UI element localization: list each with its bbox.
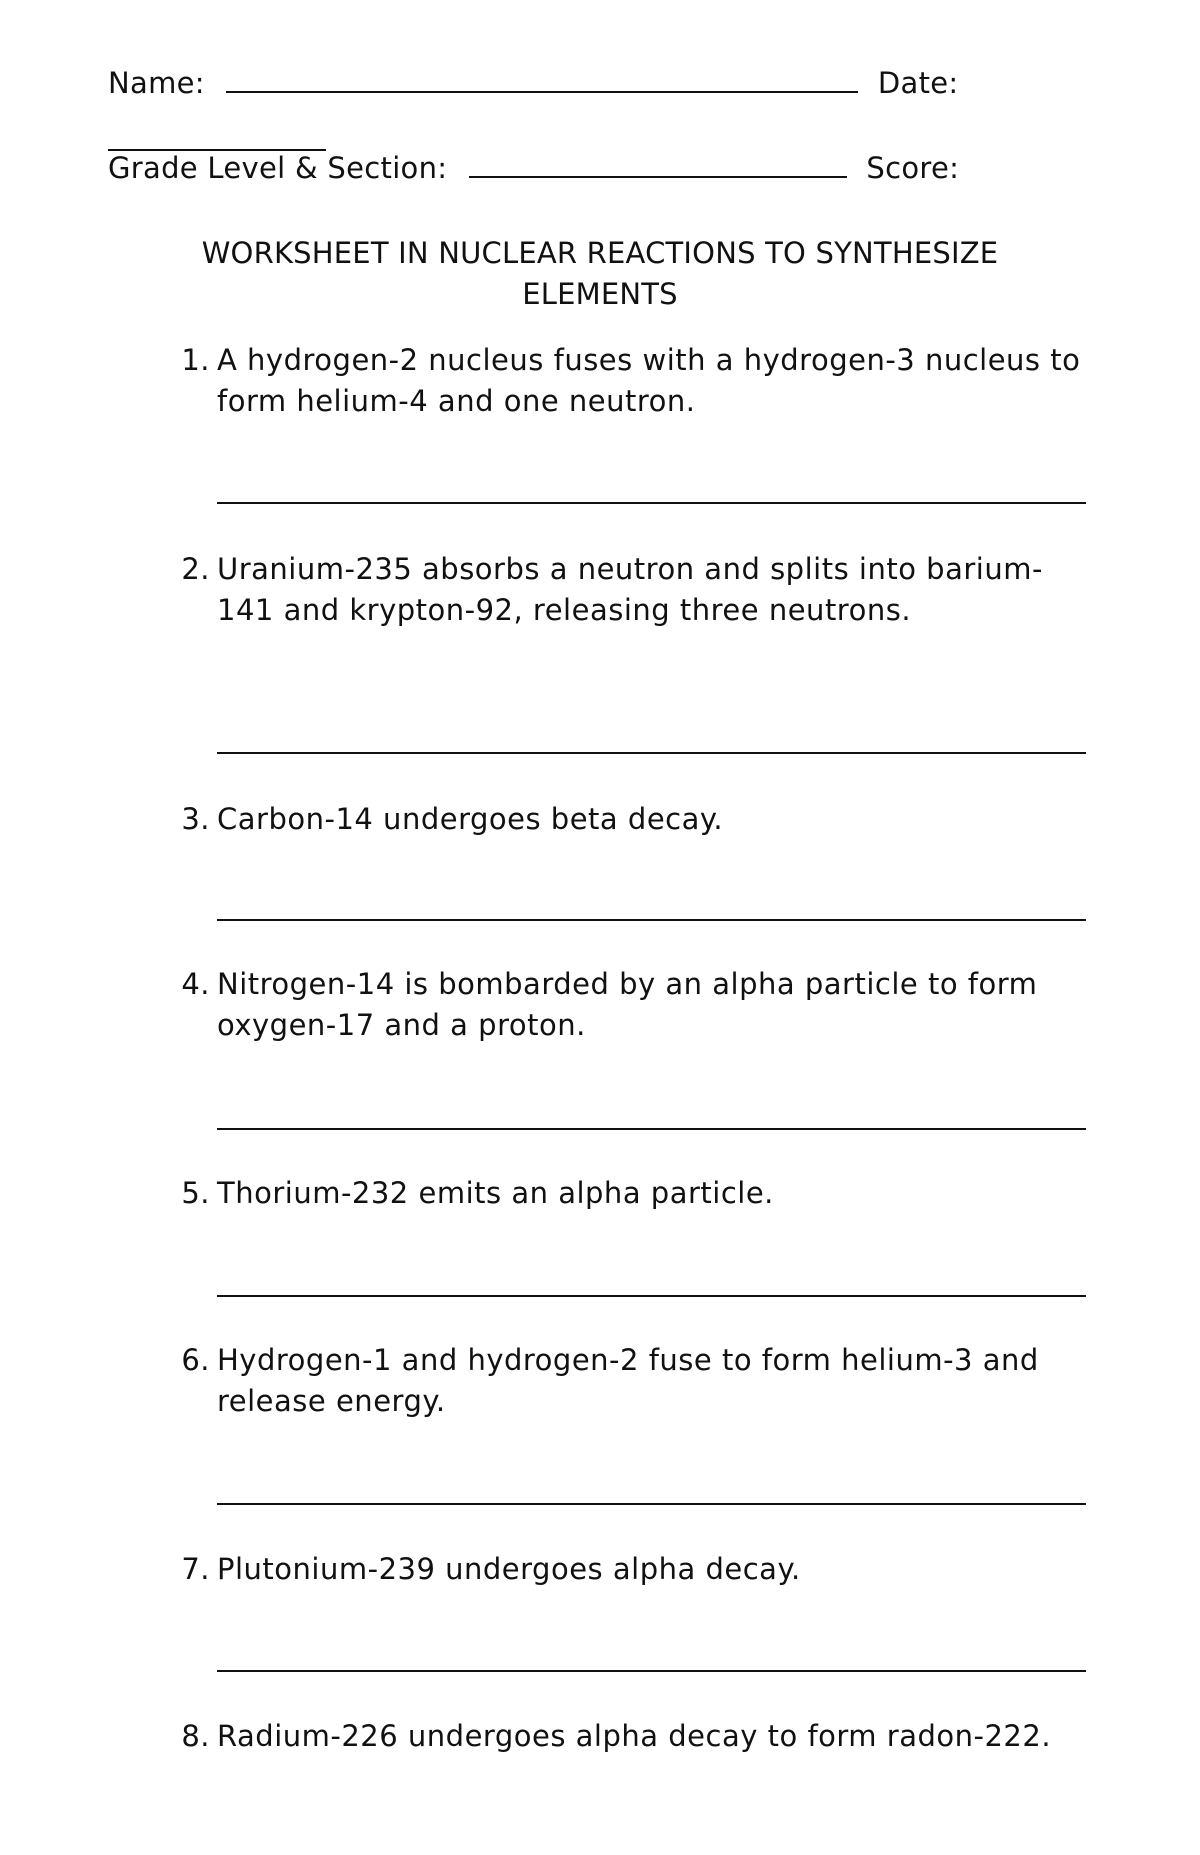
answer-line-5[interactable] [217,1295,1086,1297]
answer-line-3[interactable] [217,919,1086,921]
name-date-row [108,66,1108,100]
question-number: 1. [181,343,210,377]
answer-line-2[interactable] [217,752,1086,754]
worksheet-title: WORKSHEET IN NUCLEAR REACTIONS TO SYNTHESIZE ELEMENTS [201,236,999,311]
question-number: 8. [181,1719,210,1753]
grade-score-row [108,151,1108,185]
answer-line-7[interactable] [217,1670,1086,1672]
date-label: Date: [877,66,959,100]
question-text: Hydrogen-1 and hydrogen-2 fuse to form helium-3 and release energy. [217,1343,1039,1418]
grade-section-label: Grade Level & Section: [108,151,448,185]
question-number: 5. [181,1176,210,1210]
question-number: 6. [181,1343,210,1377]
question-number: 2. [181,552,210,586]
answer-line-6[interactable] [217,1503,1086,1505]
question-text: Thorium-232 emits an alpha particle. [217,1176,774,1210]
question-text: Plutonium-239 undergoes alpha decay. [217,1552,801,1586]
question-number: 4. [181,967,210,1001]
name-blank [226,90,858,93]
question-text: Radium-226 undergoes alpha decay to form radon-222. [217,1719,1052,1753]
name-label: Name: [108,66,205,100]
answer-line-4[interactable] [217,1128,1086,1130]
question-number: 7. [181,1552,210,1586]
question-text: Carbon-14 undergoes beta decay. [217,802,724,836]
score-label: Score: [866,151,960,185]
question-text: Nitrogen-14 is bombarded by an alpha particle to form oxygen-17 and a proton. [217,967,1038,1042]
answer-line-1[interactable] [217,502,1086,504]
grade-section-blank [469,175,847,178]
question-text: A hydrogen-2 nucleus fuses with a hydrogen-3 nucleus to form helium-4 and one neutron. [217,343,1081,418]
question-number: 3. [181,802,210,836]
question-text: Uranium-235 absorbs a neutron and splits into barium-141 and krypton-92, releasing three neutrons. [217,552,1043,627]
